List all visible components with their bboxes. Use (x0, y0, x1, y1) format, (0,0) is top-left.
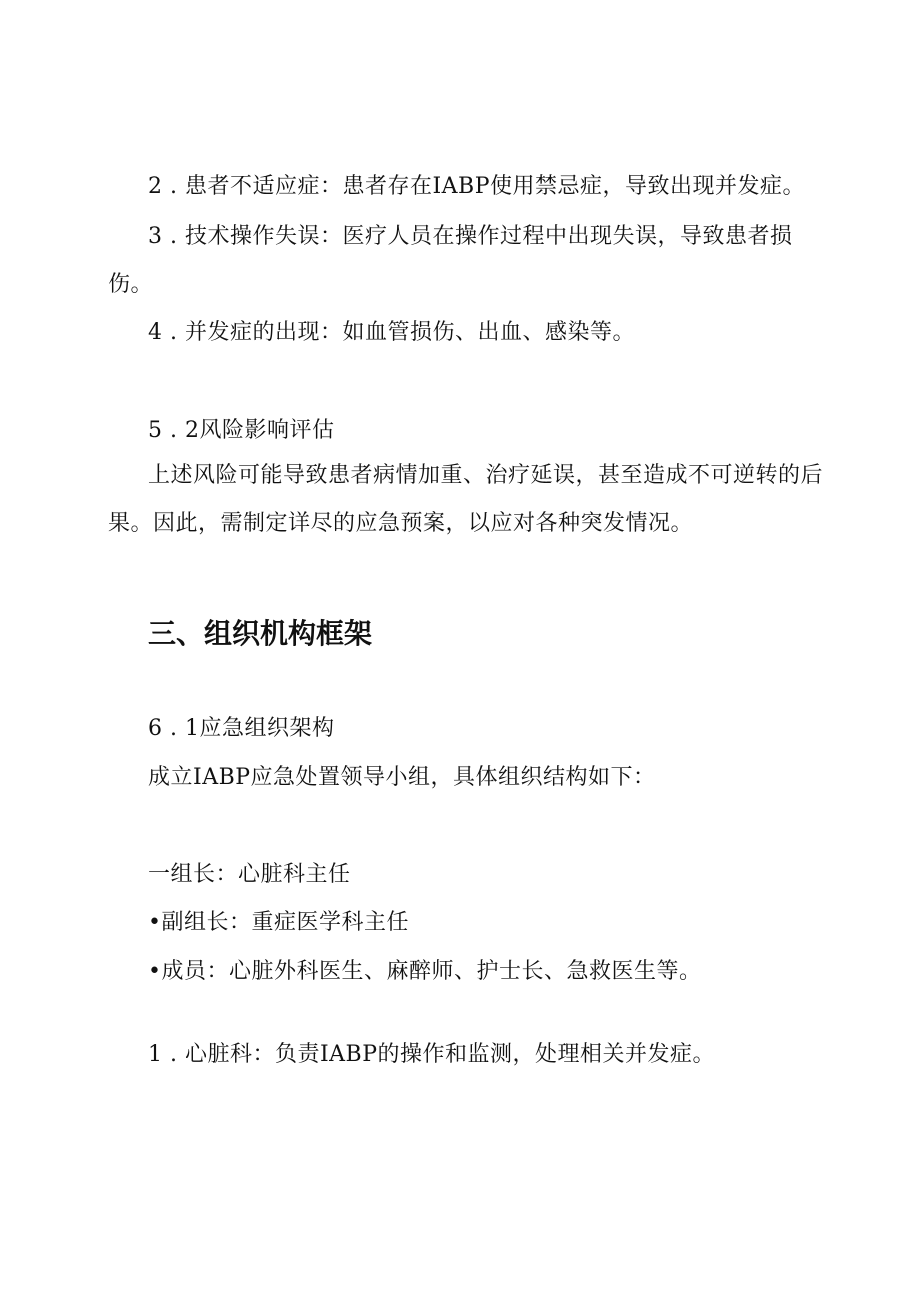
risk-impact-paragraph: 上述风险可能导致患者病情加重、治疗延误，甚至造成不可逆转的后果。因此，需制定详尽的应急预案，以应对各种突发情况。 (108, 463, 824, 536)
member-item-members: •成员：心脏外科医生、麻醉师、护士长、急救医生等。 (148, 959, 702, 984)
sub-heading-6-1: 6 . 1应急组织架构 (148, 716, 335, 741)
paragraph-item-4: 4 . 并发症的出现：如血管损伤、出血、感染等。 (148, 320, 635, 345)
member-item-deputy: •副组长：重症医学科主任 (148, 910, 409, 935)
org-intro-paragraph: 成立IABP应急处置领导小组，具体组织结构如下： (148, 765, 656, 790)
duty-item-cardiology: 1 . 心脏科：负责IABP的操作和监测，处理相关并发症。 (148, 1042, 716, 1067)
member-item-leader: 一组长：心脏科主任 (148, 862, 351, 887)
section-heading-3: 三、组织机构框架 (148, 617, 373, 650)
sub-heading-5-2: 5 . 2风险影响评估 (148, 418, 335, 443)
paragraph-item-3: 3 . 技术操作失误：医疗人员在操作过程中出现失误，导致患者损伤。 (108, 224, 793, 297)
paragraph-item-2: 2 . 患者不适应症：患者存在IABP使用禁忌症，导致出现并发症。 (148, 174, 806, 199)
